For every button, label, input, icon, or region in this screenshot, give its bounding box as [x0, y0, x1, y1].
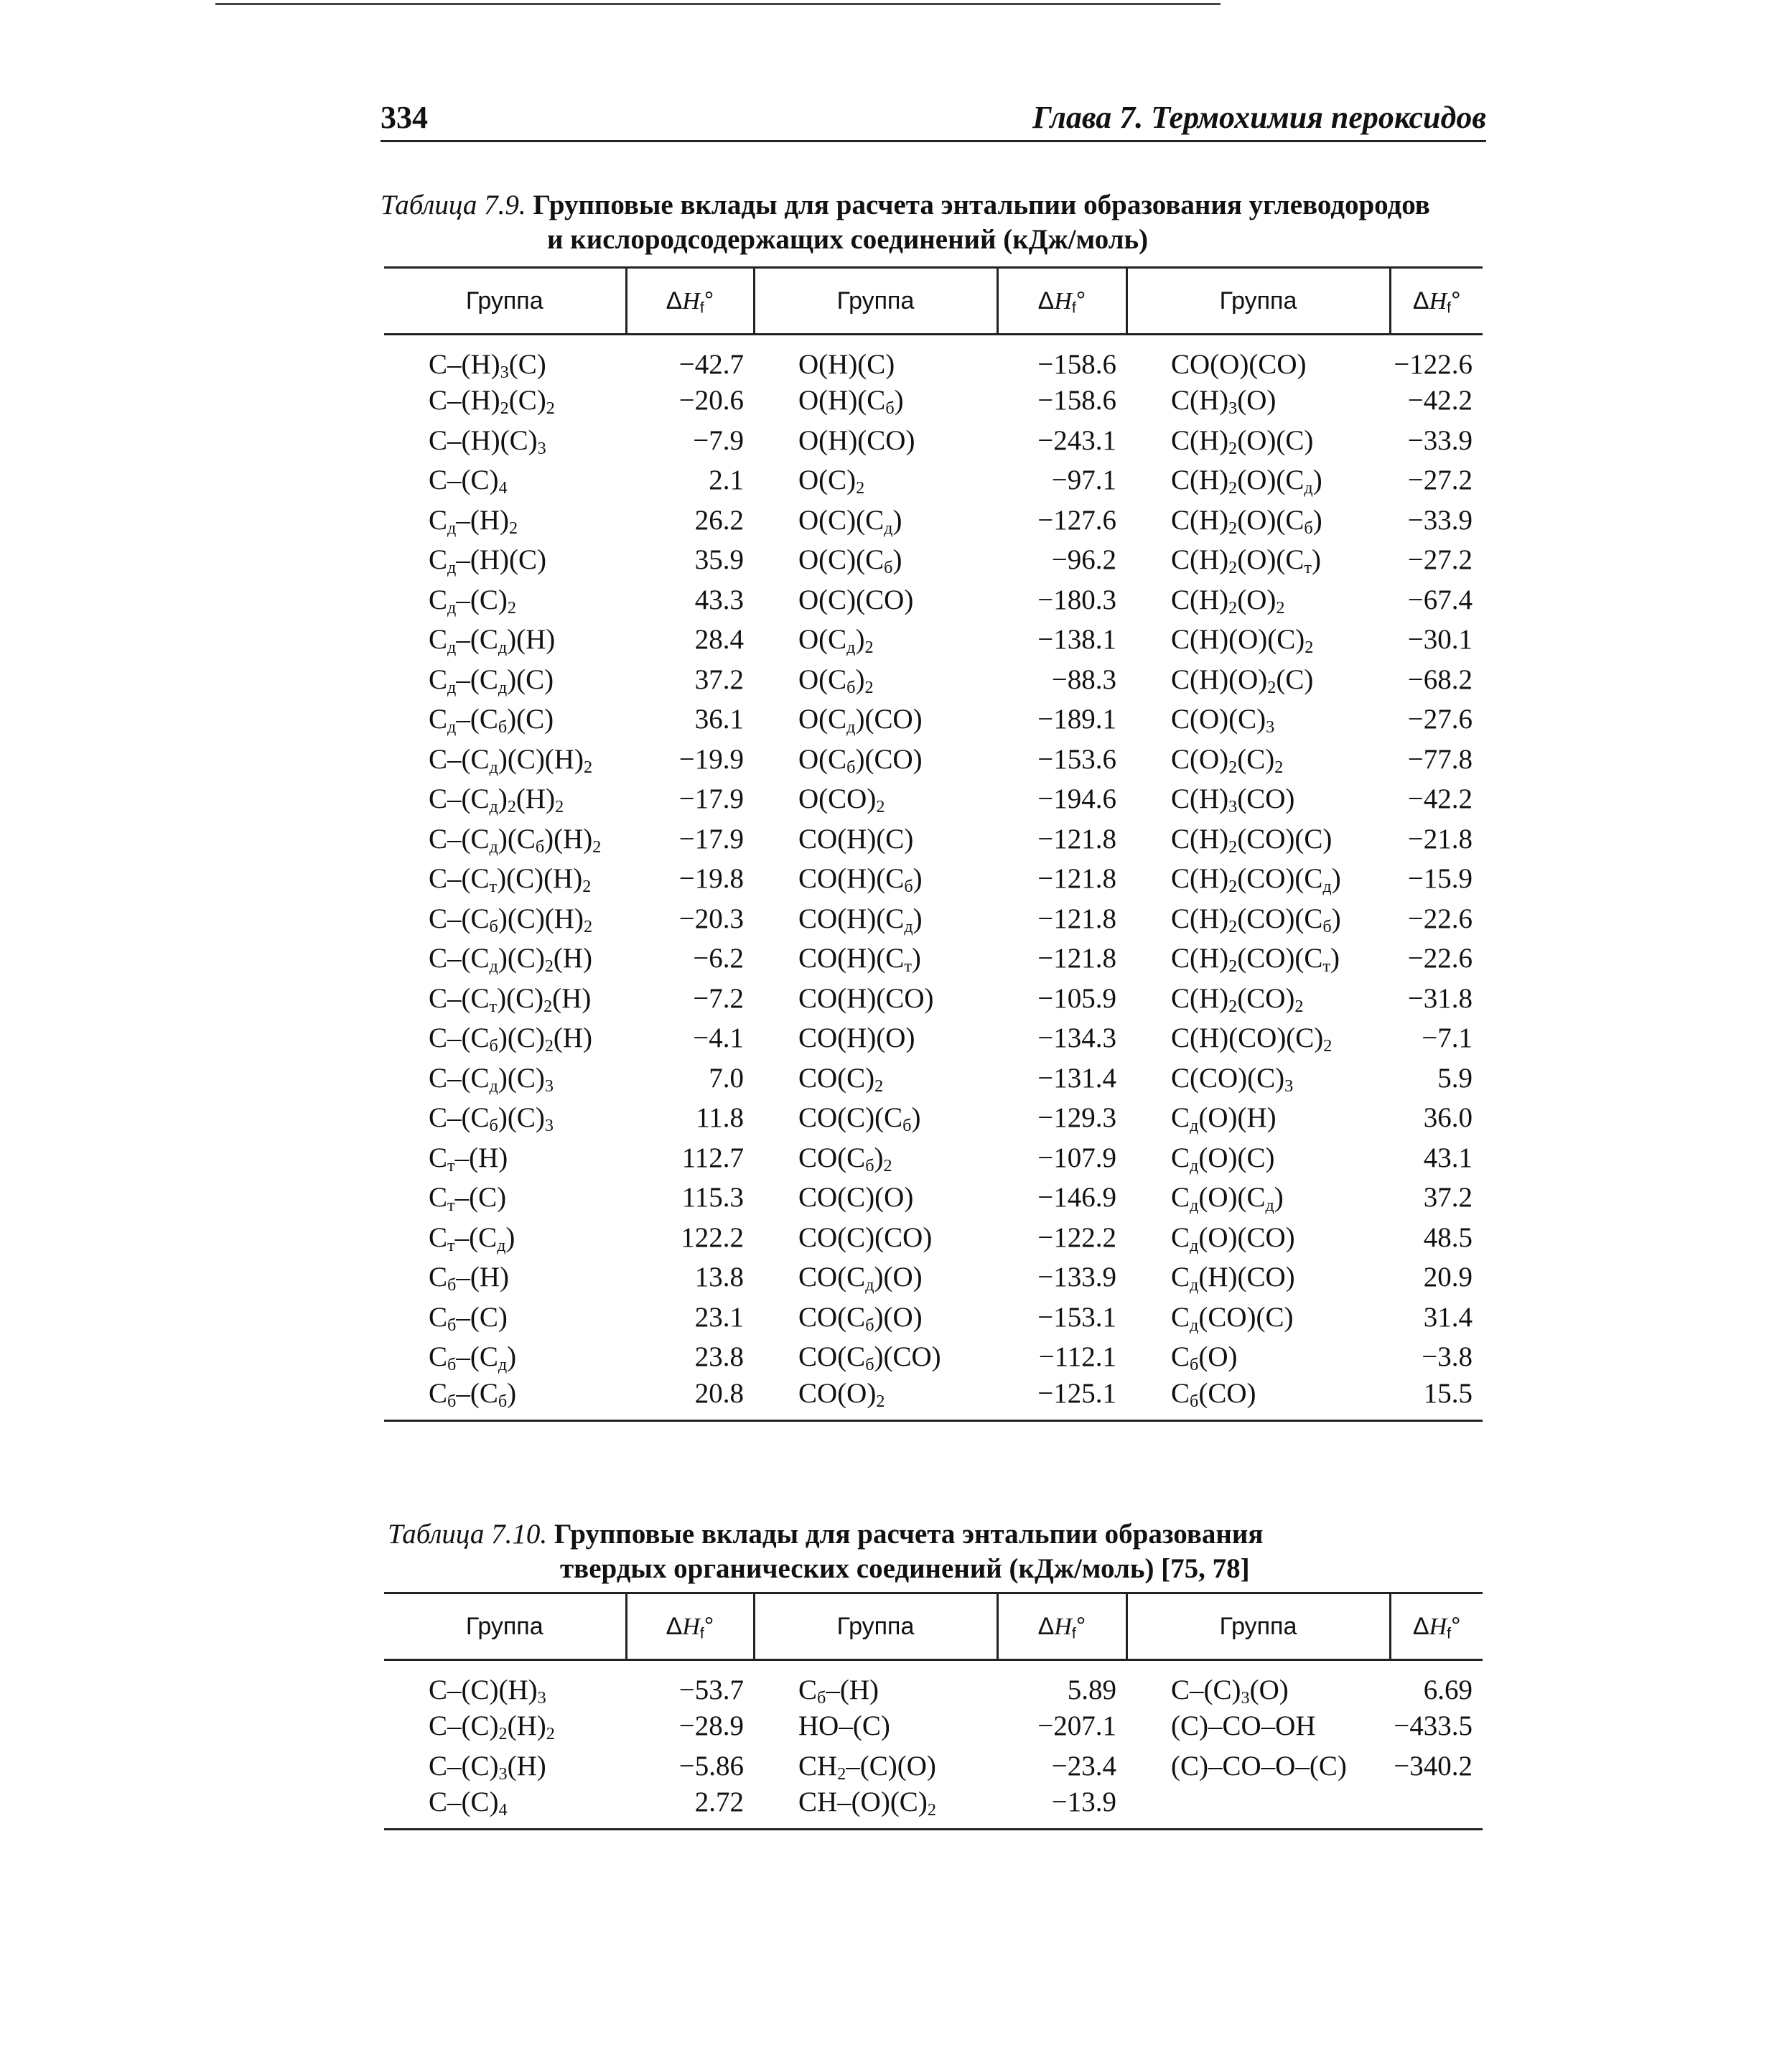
enthalpy-cell: 35.9: [694, 544, 744, 576]
enthalpy-cell: −67.4: [1407, 584, 1473, 615]
group-cell: HO–(C): [798, 1710, 890, 1742]
enthalpy-cell: −97.1: [1051, 465, 1116, 496]
col-header-dh-3: $\Delta H_f^\circ$: [1390, 1593, 1483, 1660]
enthalpy-cell: 43.1: [1423, 1142, 1473, 1173]
enthalpy-cell: −3.8: [1422, 1341, 1473, 1373]
group-cell: $C_д-(C)_2$: [429, 584, 516, 618]
enthalpy-cell: 28.4: [694, 624, 744, 656]
enthalpy-cell: −53.7: [678, 1675, 744, 1705]
enthalpy-cell: 48.5: [1423, 1221, 1473, 1253]
col-header-dh-1: $\Delta H_f^\circ$: [626, 1593, 754, 1660]
group-cell: $C(O)_2(C)_2$: [1171, 743, 1284, 777]
group-cell: CO(H)(O): [798, 1023, 915, 1054]
enthalpy-cell: 7.0: [709, 1062, 744, 1094]
enthalpy-cell: 122.2: [681, 1221, 744, 1253]
group-cell: $C-(C)_3(O)$: [1171, 1675, 1289, 1708]
enthalpy-cell: −88.3: [1051, 663, 1116, 695]
group-cell: $C(H)(O)(C)_2$: [1171, 624, 1314, 658]
group-cell: [1126, 1786, 1390, 1830]
enthalpy-cell: 36.0: [1423, 1102, 1473, 1134]
group-cell: $C_б(CO)$: [1126, 1377, 1390, 1421]
enthalpy-cell: −7.2: [693, 982, 744, 1014]
enthalpy-cell: 20.9: [1423, 1262, 1473, 1293]
group-cell: $C-(C_д)(C)_2(H)$: [429, 943, 593, 977]
table-row: [384, 1218, 1483, 1258]
enthalpy-cell: −112.1: [1038, 1341, 1116, 1373]
enthalpy-cell: −180.3: [1037, 584, 1116, 615]
enthalpy-cell: −28.9: [678, 1710, 744, 1742]
group-cell: $O(H)(C_б)$: [798, 385, 904, 419]
group-cell: CO(H)(C): [798, 823, 914, 854]
group-cell: $C(H)_3(O)$: [1171, 385, 1277, 419]
table-7-9-label: Таблица 7.9.: [381, 190, 526, 220]
enthalpy-cell: −23.4: [1051, 1750, 1116, 1782]
group-cell: $C-(C_б)(C)(H)_2$: [429, 903, 593, 936]
page-number: 334: [381, 100, 428, 135]
table-row: [384, 620, 1483, 660]
col-header-group-1: Группа: [384, 1593, 626, 1660]
group-cell: O(H)(C): [798, 349, 895, 380]
enthalpy-cell: −121.8: [1037, 863, 1116, 895]
enthalpy-cell: −27.2: [1407, 544, 1473, 576]
enthalpy-cell: −107.9: [1037, 1142, 1116, 1173]
enthalpy-cell: −189.1: [1037, 704, 1116, 735]
group-cell: $C-(C_т)(C)(H)_2$: [429, 863, 592, 897]
table-7-10-title-line2: твердых органических соединений (кДж/моль) [75, 78]: [560, 1553, 1250, 1584]
table-row: [384, 335, 1483, 381]
group-cell: $C_т-(C)$: [429, 1182, 507, 1216]
group-cell: $O(C_б)(CO)$: [798, 743, 923, 777]
enthalpy-cell: −15.9: [1407, 863, 1473, 895]
enthalpy-cell: −207.1: [1037, 1710, 1116, 1742]
table-row: [384, 1298, 1483, 1338]
enthalpy-cell: −42.7: [678, 349, 744, 380]
enthalpy-cell: −121.8: [1037, 823, 1116, 854]
chapter-title: Глава 7. Термохимия пероксидов: [1032, 100, 1486, 135]
table-7-10-header-row: [384, 1593, 1483, 1660]
group-cell: $C(H)_3(CO)$: [1171, 783, 1295, 817]
col-header-dh-2: $\Delta H_f^\circ$: [997, 1593, 1126, 1660]
enthalpy-cell: −33.9: [1407, 504, 1473, 536]
enthalpy-cell: −134.3: [1037, 1023, 1116, 1054]
group-cell: O(C)(CO): [798, 584, 914, 615]
table-row: [384, 1018, 1483, 1058]
table-row: [384, 899, 1483, 939]
group-cell: CO(O)(CO): [1171, 349, 1307, 380]
group-cell: $C_б-(H)$: [429, 1262, 509, 1295]
group-cell: CO(C)(O): [798, 1182, 914, 1214]
group-cell: $C_д-(C_д)(C)$: [429, 663, 554, 697]
enthalpy-cell: 15.5: [1390, 1377, 1483, 1421]
enthalpy-cell: 5.89: [1067, 1675, 1116, 1705]
group-cell: $C-(C)_2(H)_2$: [429, 1710, 555, 1744]
enthalpy-cell: −153.1: [1037, 1301, 1116, 1333]
enthalpy-cell: −133.9: [1037, 1262, 1116, 1293]
enthalpy-cell: 2.72: [626, 1786, 754, 1830]
table-7-9-title-line2: и кислородсодержащих соединений (кДж/моль): [547, 224, 1149, 255]
table-row: [384, 421, 1483, 461]
enthalpy-cell: −19.9: [678, 743, 744, 775]
enthalpy-cell: −243.1: [1037, 424, 1116, 456]
enthalpy-cell: 6.69: [1423, 1675, 1473, 1705]
table-row: [384, 1706, 1483, 1746]
table-row: [384, 1377, 1483, 1421]
table-7-9: [384, 266, 1483, 1422]
enthalpy-cell: 31.4: [1423, 1301, 1473, 1333]
table-row: [384, 1337, 1483, 1377]
group-cell: $CO(O)_2$: [754, 1377, 997, 1421]
group-cell: $C-(C_б)(C)_2(H)$: [429, 1023, 593, 1056]
enthalpy-cell: 5.9: [1437, 1062, 1473, 1094]
enthalpy-cell: −21.8: [1407, 823, 1473, 854]
enthalpy-cell: −7.1: [1422, 1023, 1473, 1054]
group-cell: $O(C_д)(CO)$: [798, 704, 923, 737]
enthalpy-cell: −22.6: [1407, 903, 1473, 934]
group-cell: $C-(H)_3(C)$: [429, 349, 546, 383]
group-cell: $C-(C_б)(C)_3$: [429, 1102, 554, 1136]
group-cell: $C(H)_2(CO)(C)$: [1171, 823, 1333, 857]
group-cell: $C(CO)(C)_3$: [1171, 1062, 1294, 1096]
table-row: [384, 1058, 1483, 1099]
group-cell: $C_д(CO)(C)$: [1171, 1301, 1294, 1335]
table-7-9-caption: [381, 188, 1486, 257]
enthalpy-cell: 23.8: [694, 1341, 744, 1373]
group-cell: $C_д-(H)_2$: [429, 504, 518, 538]
group-cell: $C-(C)(H)_3$: [429, 1675, 546, 1708]
table-row: [384, 699, 1483, 740]
group-cell: (C)–CO–OH: [1171, 1710, 1316, 1742]
enthalpy-cell: −138.1: [1037, 624, 1116, 656]
group-cell: $CO(C_д)(O)$: [798, 1262, 923, 1295]
group-cell: $C_д-(H)(C)$: [429, 544, 546, 578]
col-header-group-3: Группа: [1126, 1593, 1390, 1660]
enthalpy-cell: 26.2: [694, 504, 744, 536]
enthalpy-cell: 37.2: [1423, 1182, 1473, 1214]
col-header-dh-2: $\Delta H_f^\circ$: [997, 268, 1126, 335]
col-header-group-2: Группа: [754, 268, 997, 335]
enthalpy-cell: 13.8: [694, 1262, 744, 1293]
group-cell: $C_б-(C_д)$: [429, 1341, 517, 1375]
table-row: [384, 381, 1483, 421]
enthalpy-cell: −127.6: [1037, 504, 1116, 536]
table-row: [384, 500, 1483, 541]
group-cell: $C(H)_2(CO)(C_д)$: [1171, 863, 1341, 897]
group-cell: $C(H)_2(O)(C_б)$: [1171, 504, 1322, 538]
enthalpy-cell: −7.9: [693, 424, 744, 456]
table-row: [384, 740, 1483, 780]
enthalpy-cell: −31.8: [1407, 982, 1473, 1014]
group-cell: $C(H)_2(O)_2$: [1171, 584, 1285, 618]
col-header-group-2: Группа: [754, 1593, 997, 1660]
group-cell: $C(H)(O)_2(C)$: [1171, 663, 1314, 697]
enthalpy-cell: 115.3: [681, 1182, 744, 1214]
enthalpy-cell: 37.2: [694, 663, 744, 695]
group-cell: $C_б(O)$: [1171, 1341, 1238, 1375]
enthalpy-cell: −6.2: [693, 943, 744, 974]
enthalpy-cell: −122.6: [1394, 349, 1473, 380]
group-cell: $O(C)_2$: [798, 465, 865, 498]
group-cell: $C-(H)(C)_3$: [429, 424, 546, 458]
group-cell: $CO(C)_2$: [798, 1062, 884, 1096]
enthalpy-cell: −77.8: [1407, 743, 1473, 775]
enthalpy-cell: −27.2: [1407, 465, 1473, 496]
group-cell: $C(H)_2(O)(C)$: [1171, 424, 1314, 458]
enthalpy-cell: 23.1: [694, 1301, 744, 1333]
group-cell: $C-(C_д)(C)_3$: [429, 1062, 554, 1096]
group-cell: $C-(C_д)(C)(H)_2$: [429, 743, 593, 777]
enthalpy-cell: −122.2: [1037, 1221, 1116, 1253]
enthalpy-cell: −30.1: [1407, 624, 1473, 656]
col-header-group-1: Группа: [384, 268, 626, 335]
table-row: [384, 939, 1483, 979]
enthalpy-cell: 2.1: [709, 465, 744, 496]
enthalpy-cell: −158.6: [1037, 349, 1116, 380]
enthalpy-cell: −13.9: [997, 1786, 1126, 1830]
col-header-dh-3: $\Delta H_f^\circ$: [1390, 268, 1483, 335]
group-cell: $CO(C_б)_2$: [798, 1142, 892, 1175]
enthalpy-cell: −42.2: [1407, 783, 1473, 815]
enthalpy-cell: −146.9: [1037, 1182, 1116, 1214]
enthalpy-cell: −19.8: [678, 863, 744, 895]
group-cell: $O(C_д)_2$: [798, 624, 874, 658]
enthalpy-cell: 11.8: [696, 1102, 744, 1134]
enthalpy-cell: 36.1: [694, 704, 744, 735]
group-cell: $C(H)_2(CO)(C_б)$: [1171, 903, 1341, 936]
table-row: [384, 1178, 1483, 1218]
col-header-dh-1: $\Delta H_f^\circ$: [626, 268, 754, 335]
group-cell: $C(H)_2(CO)_2$: [1171, 982, 1304, 1016]
group-cell: $C_т-(C_д)$: [429, 1221, 515, 1255]
table-7-9-body: [384, 335, 1483, 1421]
table-7-10-body: [384, 1660, 1483, 1830]
enthalpy-cell: −17.9: [678, 783, 744, 815]
group-cell: $C_д-(C_д)(H)$: [429, 624, 556, 658]
group-cell: $O(C_б)_2$: [798, 663, 874, 697]
group-cell: $C-(C_д)(C_б)(H)_2$: [429, 823, 602, 857]
enthalpy-cell: −17.9: [678, 823, 744, 854]
enthalpy-cell: −96.2: [1051, 544, 1116, 576]
table-row: [384, 660, 1483, 700]
enthalpy-cell: −105.9: [1037, 982, 1116, 1014]
enthalpy-cell: −129.3: [1037, 1102, 1116, 1134]
table-row: [384, 1786, 1483, 1830]
table-7-10-caption: [388, 1517, 1465, 1586]
group-cell: $CH_2-(C)(O)$: [798, 1750, 936, 1784]
col-header-group-3: Группа: [1126, 268, 1390, 335]
group-cell: $CH-(O)(C)_2$: [754, 1786, 997, 1830]
enthalpy-cell: −194.6: [1037, 783, 1116, 815]
group-cell: CO(H)(CO): [798, 982, 934, 1014]
enthalpy-cell: −4.1: [693, 1023, 744, 1054]
group-cell: $C-(C)_4$: [384, 1786, 626, 1830]
group-cell: $C(H)_2(O)(C_т)$: [1171, 544, 1321, 578]
group-cell: $C_б-(H)$: [798, 1675, 879, 1708]
enthalpy-cell: −131.4: [1037, 1062, 1116, 1094]
group-cell: $CO(C_б)(CO)$: [798, 1341, 941, 1375]
enthalpy-cell: −125.1: [997, 1377, 1126, 1421]
enthalpy-cell: [1390, 1786, 1483, 1830]
table-row: [384, 859, 1483, 899]
group-cell: $C_д(O)(C)$: [1171, 1142, 1275, 1175]
group-cell: $C-(H)_2(C)_2$: [429, 385, 555, 419]
group-cell: $C(H)(CO)(C)_2$: [1171, 1023, 1333, 1056]
table-row: [384, 460, 1483, 500]
enthalpy-cell: −42.2: [1407, 385, 1473, 416]
group-cell: $O(C)(C_д)$: [798, 504, 902, 538]
table-row: [384, 979, 1483, 1019]
enthalpy-cell: 112.7: [681, 1142, 744, 1173]
group-cell: $C_т-(H)$: [429, 1142, 508, 1175]
group-cell: $C_д(O)(CO)$: [1171, 1221, 1295, 1255]
group-cell: $C(O)(C)_3$: [1171, 704, 1275, 737]
group-cell: $C_д-(C_б)(C)$: [429, 704, 554, 737]
enthalpy-cell: 43.3: [694, 584, 744, 615]
page-header: [381, 99, 1486, 142]
top-scan-rule: [215, 3, 1221, 5]
group-cell: $CO(H)(C_т)$: [798, 943, 921, 977]
table-row: [384, 819, 1483, 860]
enthalpy-cell: −121.8: [1037, 943, 1116, 974]
enthalpy-cell: −153.6: [1037, 743, 1116, 775]
group-cell: CO(C)(CO): [798, 1221, 933, 1253]
enthalpy-cell: −68.2: [1407, 663, 1473, 695]
enthalpy-cell: −20.3: [678, 903, 744, 934]
group-cell: $C_д(H)(CO)$: [1171, 1262, 1295, 1295]
group-cell: $C-(C_д)_2(H)_2$: [429, 783, 564, 817]
enthalpy-cell: 20.8: [626, 1377, 754, 1421]
enthalpy-cell: −433.5: [1394, 1710, 1473, 1742]
enthalpy-cell: −33.9: [1407, 424, 1473, 456]
table-row: [384, 1138, 1483, 1178]
group-cell: $C(H)_2(O)(C_д)$: [1171, 465, 1322, 498]
table-7-9-title-line1: Групповые вклады для расчета энтальпии образования углеводородов: [533, 190, 1430, 220]
table-7-9-header-row: [384, 268, 1483, 335]
table-row: [384, 1660, 1483, 1707]
table-row: [384, 1257, 1483, 1298]
enthalpy-cell: −22.6: [1407, 943, 1473, 974]
group-cell: O(H)(CO): [798, 424, 915, 456]
enthalpy-cell: −121.8: [1037, 903, 1116, 934]
group-cell: $O(CO)_2$: [798, 783, 885, 817]
table-7-10: [384, 1592, 1483, 1830]
group-cell: $C-(C_т)(C)_2(H)$: [429, 982, 592, 1016]
table-row: [384, 1746, 1483, 1787]
group-cell: $CO(C_б)(O)$: [798, 1301, 923, 1335]
table-row: [384, 1098, 1483, 1138]
group-cell: (C)–CO–O–(C): [1171, 1750, 1347, 1782]
group-cell: $C(H)_2(CO)(C_т)$: [1171, 943, 1340, 977]
table-7-10-label: Таблица 7.10.: [388, 1519, 548, 1550]
header-rule: [381, 140, 1486, 142]
table-row: [384, 540, 1483, 580]
group-cell: $CO(H)(C_д)$: [798, 903, 923, 936]
enthalpy-cell: −5.86: [678, 1750, 744, 1782]
enthalpy-cell: −340.2: [1394, 1750, 1473, 1782]
group-cell: $C-(C)_3(H)$: [429, 1750, 546, 1784]
group-cell: $CO(C)(C_б)$: [798, 1102, 921, 1136]
group-cell: $C_д(O)(H)$: [1171, 1102, 1277, 1136]
table-row: [384, 779, 1483, 819]
group-cell: $O(C)(C_б)$: [798, 544, 902, 578]
enthalpy-cell: −158.6: [1037, 385, 1116, 416]
group-cell: $C_д(O)(C_д)$: [1171, 1182, 1284, 1216]
table-7-10-title-line1: Групповые вклады для расчета энтальпии образования: [554, 1519, 1264, 1550]
group-cell: $C_б-(C_б)$: [384, 1377, 626, 1421]
enthalpy-cell: −27.6: [1407, 704, 1473, 735]
group-cell: $CO(H)(C_б)$: [798, 863, 923, 897]
group-cell: $C_б-(C)$: [429, 1301, 508, 1335]
enthalpy-cell: −20.6: [678, 385, 744, 416]
group-cell: $C-(C)_4$: [429, 465, 508, 498]
table-row: [384, 580, 1483, 620]
